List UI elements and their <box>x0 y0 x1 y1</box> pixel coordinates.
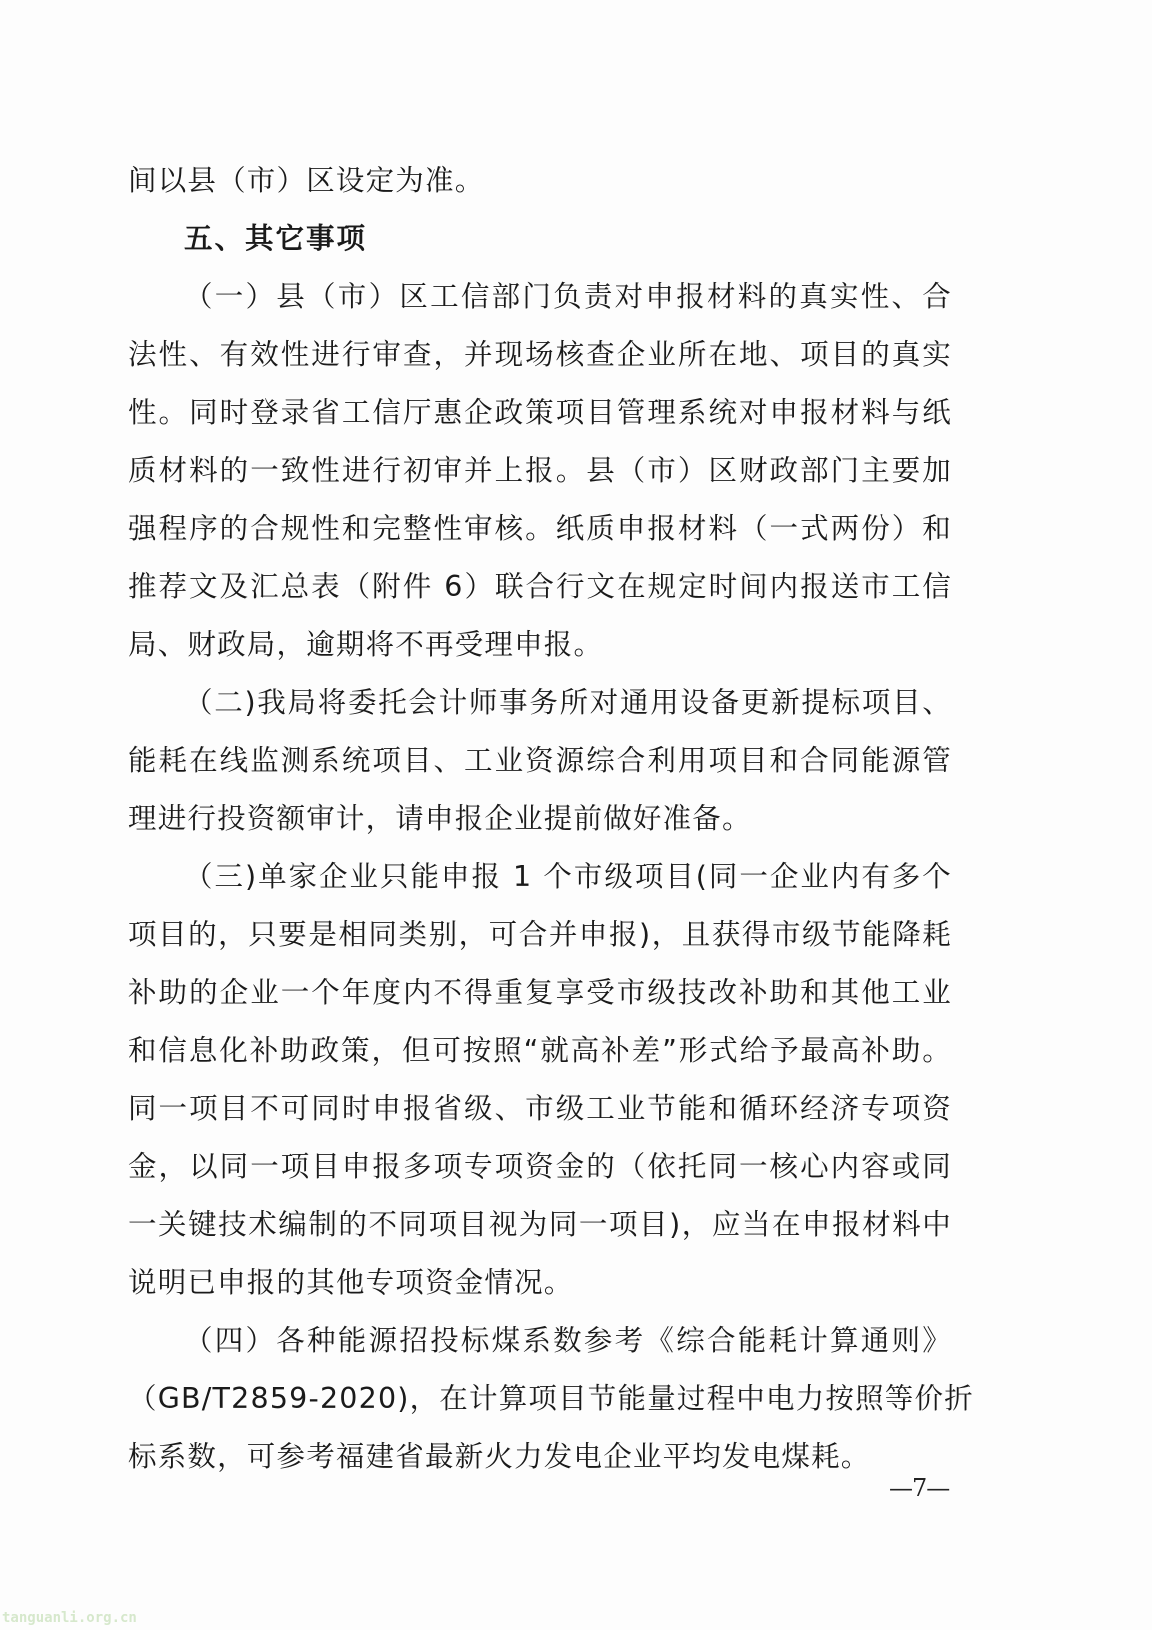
paragraph-3-line: （三)单家企业只能申报 1 个市级项目(同一企业内有多个 <box>184 860 952 893</box>
section-heading: 五、其它事项 <box>184 222 368 255</box>
paragraph-4-line: 标系数，可参考福建省最新火力发电企业平均发电煤耗。 <box>128 1440 871 1473</box>
paragraph-4-line: （四）各种能源招投标煤系数参考《综合能耗计算通则》 <box>184 1324 952 1357</box>
document-body <box>128 152 974 1486</box>
paragraph-3-line: 同一项目不可同时申报省级、市级工业节能和循环经济专项资 <box>128 1092 952 1125</box>
paragraph-3-line: 金，以同一项目申报多项专项资金的（依托同一核心内容或同 <box>128 1150 952 1183</box>
paragraph-1-line: 推荐文及汇总表（附件 6）联合行文在规定时间内报送市工信 <box>128 570 952 603</box>
paragraph-1-line: （一）县（市）区工信部门负责对申报材料的真实性、合 <box>184 280 952 313</box>
paragraph-1-line: 性。同时登录省工信厅惠企政策项目管理系统对申报材料与纸 <box>128 396 952 429</box>
paragraph-3-line: 说明已申报的其他专项资金情况。 <box>128 1266 574 1299</box>
text-line: 间以县（市）区设定为准。 <box>128 164 485 197</box>
watermark: tanguanli.org.cn <box>2 1610 137 1626</box>
paragraph-3-line: 补助的企业一个年度内不得重复享受市级技改补助和其他工业 <box>128 976 952 1009</box>
paragraph-2-line: 能耗在线监测系统项目、工业资源综合利用项目和合同能源管 <box>128 744 952 777</box>
paragraph-1-line: 局、财政局，逾期将不再受理申报。 <box>128 628 604 661</box>
paragraph-3-line: 一关键技术编制的不同项目视为同一项目)，应当在申报材料中 <box>128 1208 952 1241</box>
paragraph-4-line: （GB/T2859-2020)，在计算项目节能量过程中电力按照等价折 <box>128 1382 974 1415</box>
paragraph-1-line: 质材料的一致性进行初审并上报。县（市）区财政部门主要加 <box>128 454 952 487</box>
paragraph-2-line: 理进行投资额审计，请申报企业提前做好准备。 <box>128 802 752 835</box>
paragraph-3-line: 项目的，只要是相同类别，可合并申报)，且获得市级节能降耗 <box>128 918 952 951</box>
paragraph-1-line: 强程序的合规性和完整性审核。纸质申报材料（一式两份）和 <box>128 512 952 545</box>
paragraph-3-line: 和信息化补助政策，但可按照“就高补差”形式给予最高补助。 <box>128 1034 952 1067</box>
paragraph-1-line: 法性、有效性进行审查，并现场核查企业所在地、项目的真实 <box>128 338 952 371</box>
page-number: —7— <box>889 1474 950 1502</box>
paragraph-2-line: （二)我局将委托会计师事务所对通用设备更新提标项目、 <box>184 686 952 719</box>
